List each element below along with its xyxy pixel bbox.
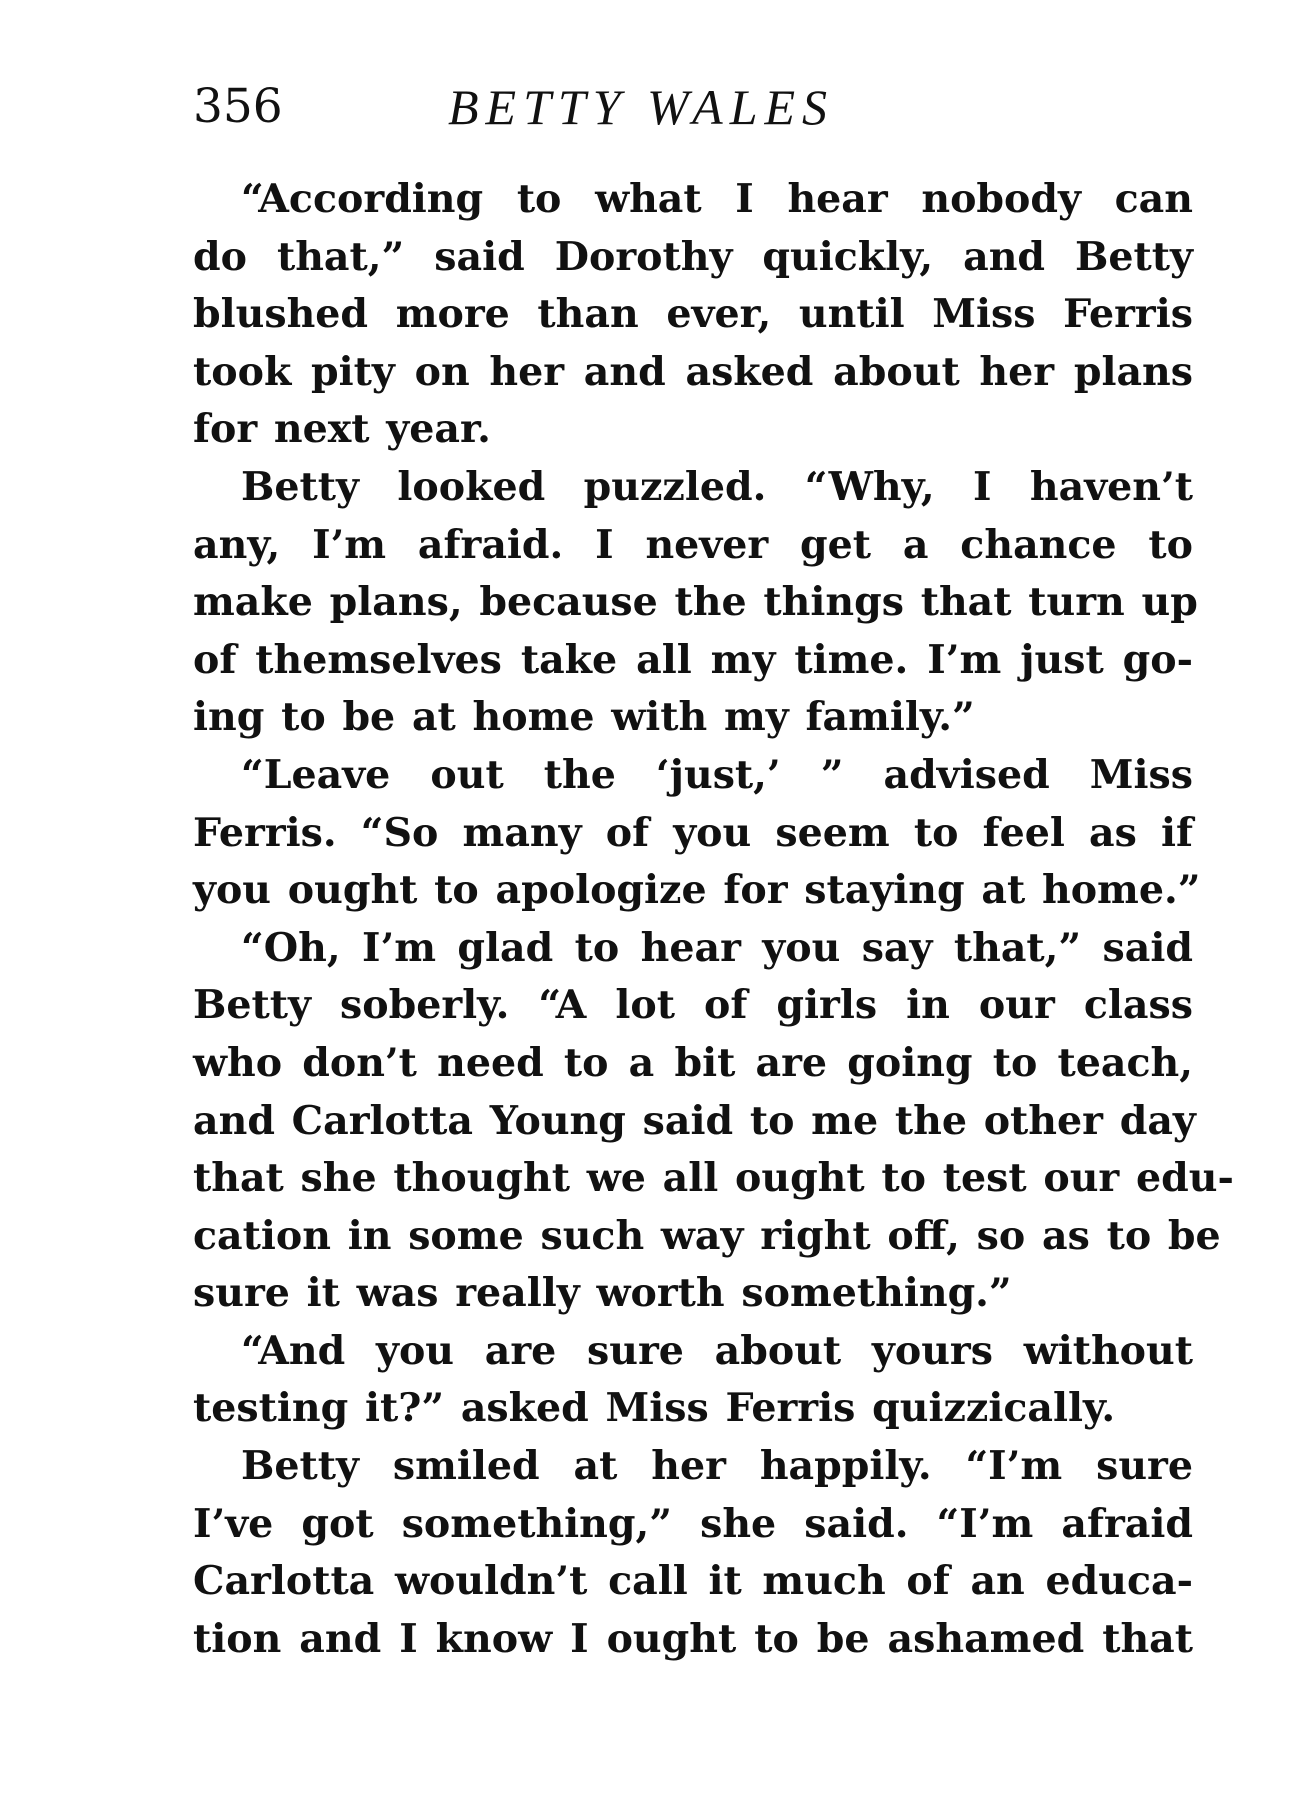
book-title: BETTY WALES xyxy=(448,79,835,135)
text-line: “Oh, I’m glad to hear you say that,” said xyxy=(241,924,1193,971)
text-line: Betty soberly. “A lot of girls in our class xyxy=(193,982,1193,1029)
text-line: “And you are sure about yours without xyxy=(241,1327,1193,1374)
text-line: Betty looked puzzled. “Why, I haven’t xyxy=(241,463,1193,510)
text-line: that she thought we all ought to test our edu- xyxy=(193,1155,1234,1202)
text-line: Betty smiled at her happily. “I’m sure xyxy=(241,1443,1193,1490)
text-line: ing to be at home with my family.” xyxy=(193,694,975,741)
text-line: Ferris. “So many of you seem to feel as if xyxy=(193,809,1193,856)
text-line: “Leave out the ‘just,’ ” advised Miss xyxy=(241,751,1193,798)
text-line: make plans, because the things that turn up xyxy=(193,579,1198,626)
text-line: and Carlotta Young said to me the other day xyxy=(193,1097,1196,1144)
text-line: who don’t need to a bit are going to teach, xyxy=(193,1039,1193,1086)
text-line: for next year. xyxy=(193,406,491,453)
text-line: you ought to apologize for staying at home.” xyxy=(193,867,1201,914)
text-line: blushed more than ever, until Miss Ferris xyxy=(193,291,1193,338)
text-line: took pity on her and asked about her plans xyxy=(193,348,1193,395)
text-line: tion and I know I ought to be ashamed that xyxy=(193,1615,1193,1662)
text-line: any, I’m afraid. I never get a chance to xyxy=(193,521,1193,568)
text-line: I’ve got something,” she said. “I’m afraid xyxy=(193,1500,1193,1547)
page-number: 356 xyxy=(193,79,283,134)
running-head xyxy=(193,72,1193,142)
body-text xyxy=(193,171,1234,1668)
text-line: do that,” said Dorothy quickly, and Betty xyxy=(193,233,1193,280)
text-line: of themselves take all my time. I’m just go- xyxy=(193,636,1193,683)
text-line: “According to what I hear nobody can xyxy=(241,176,1193,222)
text-line: sure it was really worth something.” xyxy=(193,1270,1012,1317)
text-line: testing it?” asked Miss Ferris quizzically. xyxy=(193,1385,1116,1432)
text-line: cation in some such way right off, so as to be xyxy=(193,1212,1221,1259)
text-line: Carlotta wouldn’t call it much of an educa- xyxy=(193,1558,1193,1605)
